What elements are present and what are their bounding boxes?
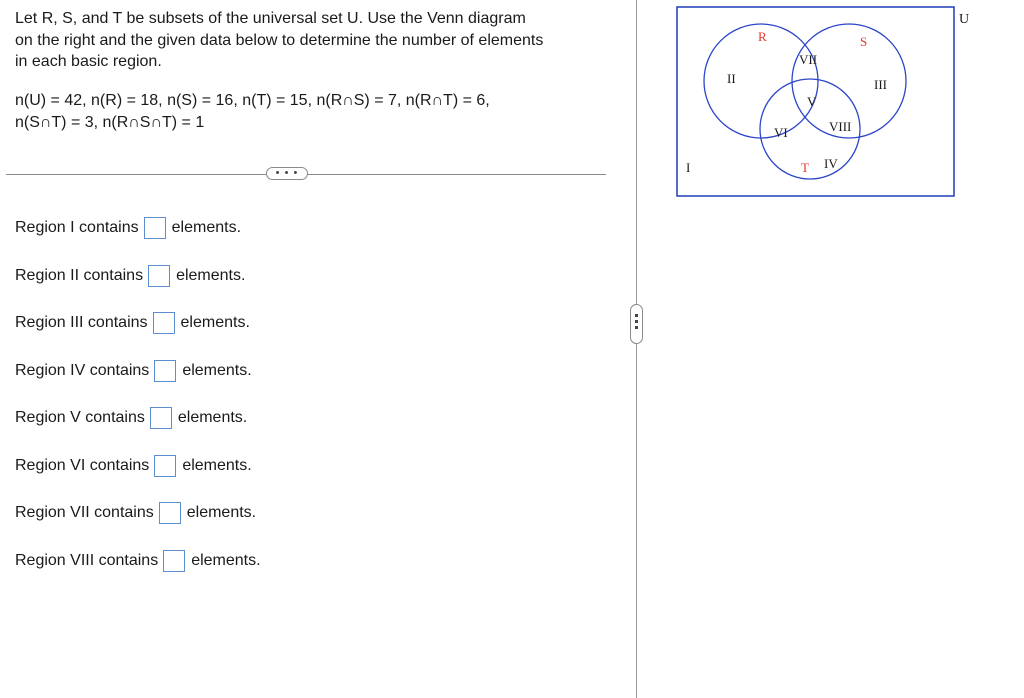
region-ii-answer-input[interactable] bbox=[148, 265, 170, 287]
question-prompt bbox=[15, 8, 615, 73]
region-suffix: elements. bbox=[171, 219, 242, 236]
region-answer-row bbox=[15, 309, 250, 337]
region-v-label: V bbox=[807, 94, 817, 109]
region-iii-label: III bbox=[874, 77, 887, 92]
region-iii-answer-input[interactable] bbox=[153, 312, 175, 334]
region-answer-row bbox=[15, 357, 252, 385]
region-label: Region V contains bbox=[15, 409, 145, 426]
region-suffix: elements. bbox=[180, 314, 250, 331]
venn-diagram bbox=[676, 6, 976, 200]
region-vii-label: VII bbox=[799, 52, 818, 67]
region-iv-answer-input[interactable] bbox=[154, 360, 176, 382]
region-answer-row bbox=[15, 499, 256, 527]
region-label: Region IV contains bbox=[15, 362, 150, 379]
region-v-answer-input[interactable] bbox=[150, 407, 172, 429]
region-suffix: elements. bbox=[177, 409, 248, 426]
given-data bbox=[15, 90, 615, 133]
region-label: Region VI contains bbox=[15, 457, 150, 474]
region-suffix: elements. bbox=[191, 552, 261, 569]
region-iv-label: IV bbox=[824, 156, 838, 171]
pane-resize-handle[interactable] bbox=[630, 304, 643, 344]
region-label: Region I contains bbox=[15, 219, 139, 236]
region-i-label: I bbox=[686, 160, 691, 175]
region-ii-label: II bbox=[727, 71, 736, 86]
given-data-line-1: n(U) = 42, n(R) = 18, n(S) = 16, n(T) = 15, n(R∩S) = 7, n(R∩T) = 6, bbox=[15, 92, 490, 109]
region-i-answer-input[interactable] bbox=[144, 217, 166, 239]
ellipsis-vertical-icon bbox=[635, 314, 638, 332]
region-vi-label: VI bbox=[774, 125, 788, 140]
set-s-label: S bbox=[860, 34, 868, 49]
prompt-line-2: on the right and the given data below to determine the number of elements bbox=[15, 31, 544, 49]
pane-divider bbox=[636, 0, 637, 698]
set-t-label: T bbox=[801, 160, 809, 175]
region-label: Region VII contains bbox=[15, 504, 154, 521]
expand-collapse-button[interactable]: • • • bbox=[266, 167, 308, 180]
given-data-line-2: n(S∩T) = 3, n(R∩S∩T) = 1 bbox=[15, 113, 205, 131]
region-answer-row bbox=[15, 214, 241, 242]
region-vii-answer-input[interactable] bbox=[159, 502, 181, 524]
universe-label: U bbox=[959, 12, 970, 27]
region-answer-row bbox=[15, 452, 252, 480]
region-answer-row bbox=[15, 404, 247, 432]
region-suffix: elements. bbox=[182, 362, 252, 379]
set-r-label: R bbox=[758, 29, 767, 44]
region-label: Region VIII contains bbox=[15, 552, 159, 569]
prompt-line-1: Let R, S, and T be subsets of the universal set U. Use the Venn diagram bbox=[15, 10, 526, 27]
region-suffix: elements. bbox=[176, 267, 246, 284]
region-label: Region III contains bbox=[15, 314, 148, 331]
region-answer-row bbox=[15, 262, 245, 290]
region-suffix: elements. bbox=[182, 457, 252, 474]
region-suffix: elements. bbox=[186, 504, 257, 521]
region-vi-answer-input[interactable] bbox=[154, 455, 176, 477]
region-viii-label: VIII bbox=[829, 119, 852, 134]
region-answer-row bbox=[15, 547, 261, 575]
prompt-line-3: in each basic region. bbox=[15, 53, 162, 70]
region-label: Region II contains bbox=[15, 267, 144, 284]
region-viii-answer-input[interactable] bbox=[163, 550, 185, 572]
